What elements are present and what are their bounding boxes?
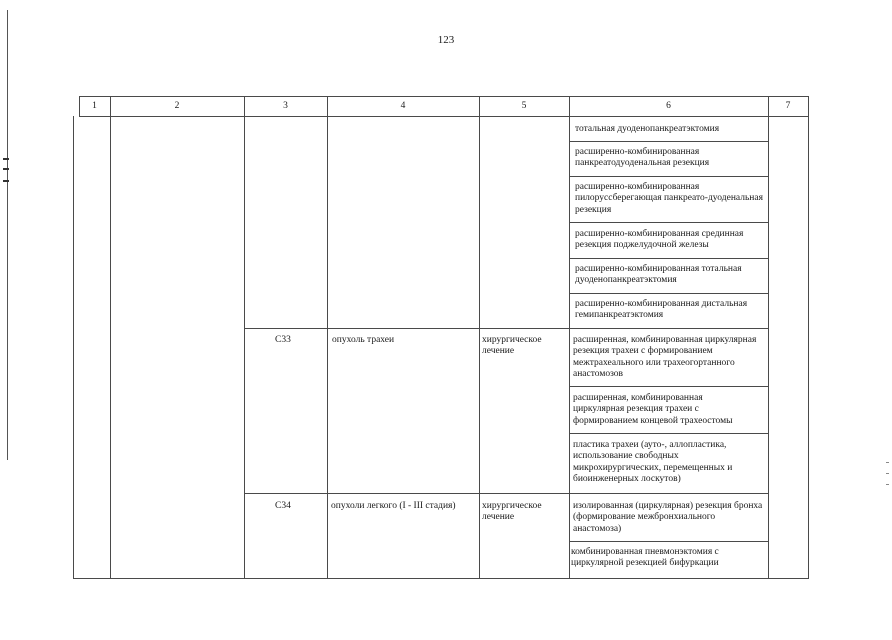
- cell-divider: [570, 176, 768, 177]
- treatment-method-cell: расширенно-комбинированная дистальная гемипанкреатэктомия: [575, 299, 748, 321]
- treatment-method-cell: расширенно-комбинированная панкреатодуоденальная резекция: [575, 147, 710, 169]
- column-border: [73, 116, 74, 578]
- cell-divider: [570, 141, 768, 142]
- cell-divider: [570, 433, 768, 434]
- cell-divider: [570, 258, 768, 259]
- page-number: 123: [437, 34, 455, 46]
- cell-divider: [570, 293, 768, 294]
- row-divider-c34: [244, 493, 768, 494]
- column-border: [244, 96, 245, 578]
- treatment-method-cell: комбинированная пневмонэктомия с циркулярной резекцией бифуркации: [571, 547, 719, 569]
- cell-divider: [570, 541, 768, 542]
- cell-divider: [570, 222, 768, 223]
- column-header: 1: [92, 101, 97, 111]
- column-header: 7: [785, 101, 791, 111]
- column-header: 4: [400, 101, 406, 111]
- treatment-type-cell: хирургическое лечение: [482, 501, 542, 523]
- treatment-method-cell: расширенная, комбинированная циркулярная резекция трахеи с формированием межтрахеального или трахеогортанного анастомозов: [573, 335, 757, 380]
- diagnosis-cell: опухоль трахеи: [332, 335, 395, 345]
- column-header: 3: [283, 101, 288, 111]
- header-bottom-border: [79, 116, 809, 117]
- column-border: [110, 96, 111, 578]
- column-header: 6: [666, 101, 671, 111]
- diagnosis-cell: опухоли легкого (I - III стадия): [331, 501, 456, 511]
- column-border: [479, 96, 480, 578]
- column-border: [327, 96, 328, 578]
- column-header: 5: [521, 101, 527, 111]
- icd-code-cell: C34: [275, 501, 291, 511]
- column-border: [768, 96, 769, 578]
- table-bottom-border: [73, 578, 809, 579]
- row-divider-c33: [244, 328, 768, 329]
- treatment-method-cell: расширенно-комбинированная тотальная дуоденопанкреатэктомия: [575, 264, 742, 286]
- icd-code-cell: C33: [275, 335, 291, 345]
- cell-divider: [570, 386, 768, 387]
- column-border: [569, 96, 570, 578]
- treatment-method-cell: изолированная (циркулярная) резекция бронха (формирование межбронхиального анастомоза): [573, 501, 763, 534]
- treatment-method-cell: расширенно-комбинированная срединная резекция поджелудочной железы: [575, 229, 744, 251]
- treatment-method-cell: расширенная, комбинированная циркулярная резекция трахеи с формированием концевой трахеостомы: [573, 393, 733, 426]
- treatment-method-cell: пластика трахеи (ауто-, аллопластика, использование свободных микрохирургических, перемещенных и биоинженерных лоскутов): [573, 440, 733, 485]
- treatment-method-cell: тотальная дуоденопанкреатэктомия: [575, 124, 720, 134]
- treatment-method-cell: расширенно-комбинированная пилоруссберегающая панкреато-дуоденальная резекция: [575, 182, 763, 215]
- table-right-border: [808, 96, 809, 578]
- column-header: 2: [174, 101, 180, 111]
- treatment-type-cell: хирургическое лечение: [482, 335, 542, 357]
